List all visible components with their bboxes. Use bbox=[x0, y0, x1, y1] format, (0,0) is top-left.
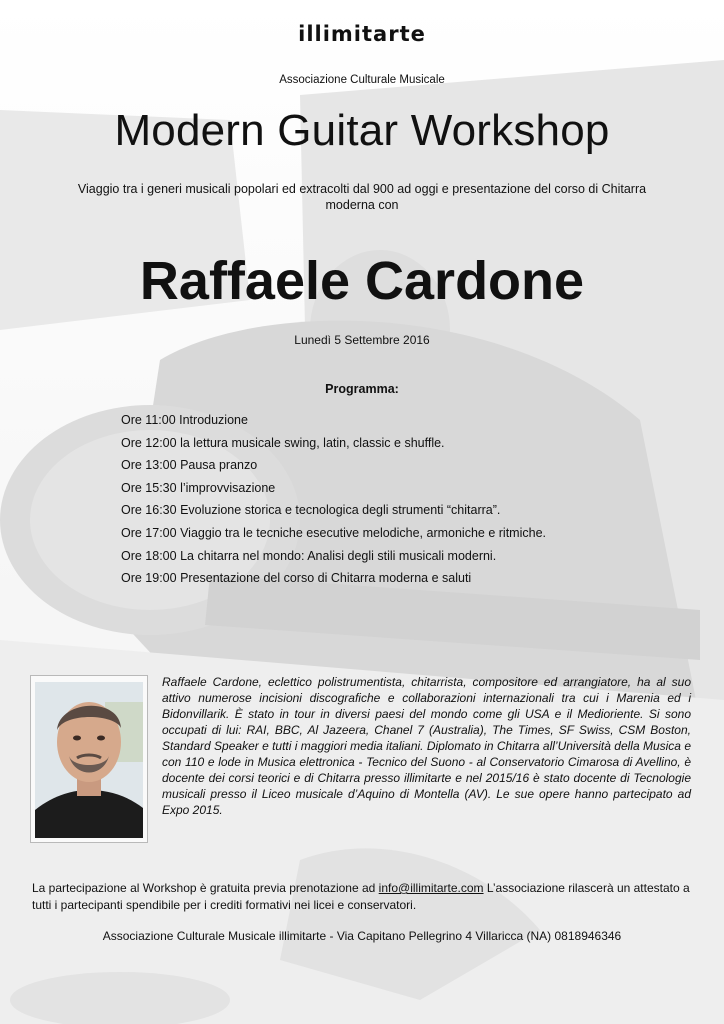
poster-title: Modern Guitar Workshop bbox=[114, 106, 610, 155]
brand-logo: illimitarte bbox=[298, 22, 426, 46]
event-date: Lunedì 5 Settembre 2016 bbox=[294, 333, 430, 347]
program-item: Ore 11:00 Introduzione bbox=[121, 413, 248, 427]
program-list bbox=[121, 412, 641, 593]
program-item: Ore 15:30 l’improvvisazione bbox=[121, 480, 276, 495]
performer-portrait bbox=[35, 682, 143, 838]
email-link[interactable]: info@illimitarte.com bbox=[378, 881, 484, 895]
program-heading: Programma: bbox=[325, 382, 399, 396]
performer-bio: Raffaele Cardone, eclettico polistrumentista, chitarrista, compositore ed arrangiatore, ha al suo attivo numerose incisioni discografiche e collaborazioni internazionali tra cui i Marenia ed i Bidonvillarik. È stato in tour in diversi paesi del mondo come gli USA e il Medioriente. Si sono occupati di lui: RAI, BBC, Al Jazeera, Chanel 7 (Australia), The Times, SF Swiss, CSM Boston, Standard Speaker e tutti i maggiori media italiani. Diplomato in Chitarra all’Università della Musica e con 110 e lode in Musica elettronica - Tecnico del Suono - al Conservatorio Cimarosa di Avellino, è docente dei corsi teorici e di Chitarra presso illimitarte e nel 2015/16 è stato docente di Tecnologie musicali presso il Liceo musicale d’Aquino di Montella (AV). Le sue opere hanno partecipato ad Expo 2015. bbox=[162, 675, 691, 817]
performer-name: Raffaele Cardone bbox=[139, 251, 585, 311]
info-text-before: La partecipazione al Workshop è gratuita previa prenotazione ad bbox=[32, 881, 379, 895]
footer-address: Associazione Culturale Musicale illimitarte - Via Capitano Pellegrino 4 Villaricca (NA) 0818946346 bbox=[102, 929, 622, 943]
participation-info bbox=[32, 880, 692, 913]
info-text-after: L’associazione rilascerà un attestato a tutti i partecipanti spendibile per i crediti formativi nei licei e conservatori. bbox=[32, 881, 690, 912]
poster-subtitle: Viaggio tra i generi musicali popolari ed extracolti dal 900 ad oggi e presentazione del corso di Chitarra moderna con bbox=[77, 182, 647, 212]
program-item: Ore 16:30 Evoluzione storica e tecnologica degli strumenti “chitarra”. bbox=[121, 503, 501, 518]
program-item: Ore 17:00 Viaggio tra le tecniche esecutive melodiche, armoniche e ritmiche. bbox=[121, 525, 546, 540]
performer-photo-frame bbox=[30, 675, 148, 843]
program-item: Ore 18:00 La chitarra nel mondo: Analisi degli stili musicali moderni. bbox=[121, 548, 497, 563]
program-item: Ore 13:00 Pausa pranzo bbox=[121, 458, 258, 473]
association-line: Associazione Culturale Musicale bbox=[279, 74, 445, 86]
program-item: Ore 12:00 la lettura musicale swing, latin, classic e shuffle. bbox=[121, 435, 445, 450]
program-item: Ore 19:00 Presentazione del corso di Chitarra moderna e saluti bbox=[121, 571, 472, 586]
